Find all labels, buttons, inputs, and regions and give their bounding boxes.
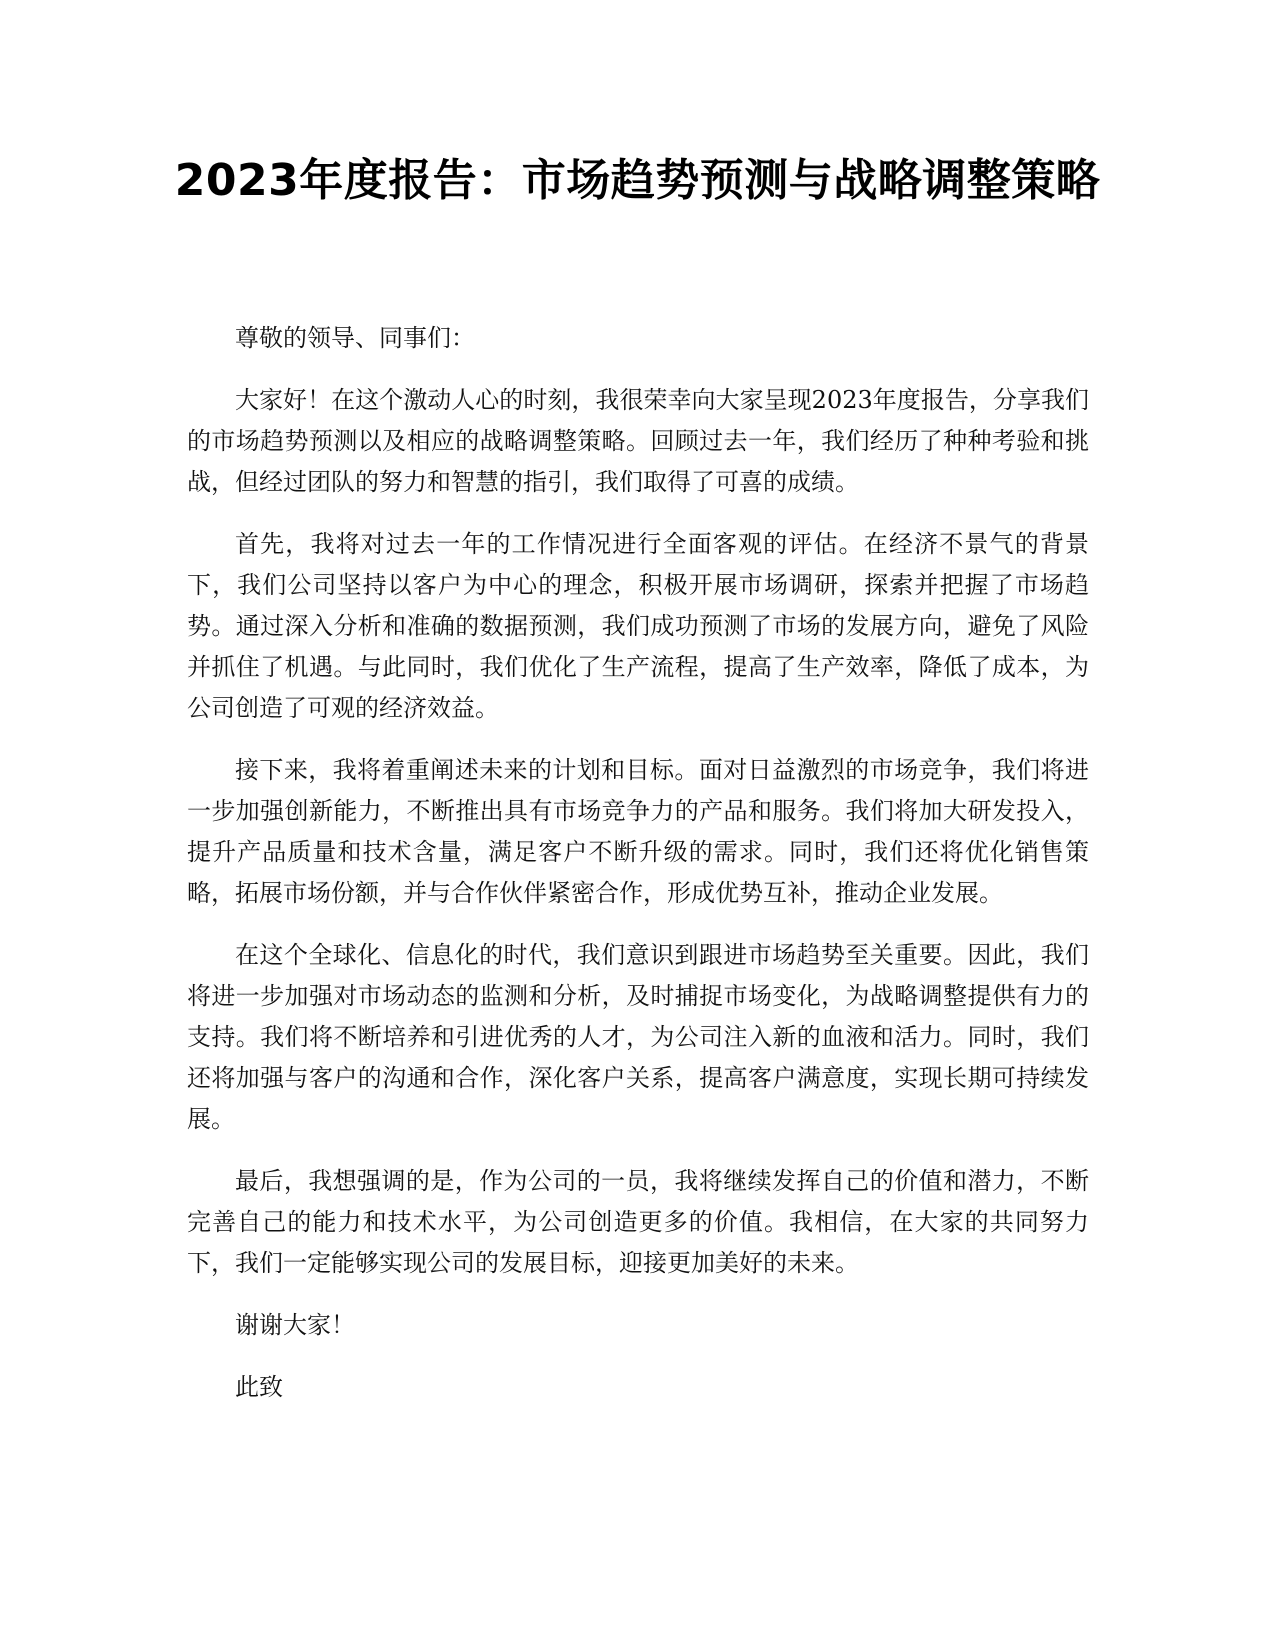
thanks-line: 谢谢大家！	[235, 1311, 355, 1339]
paragraph-plans: 接下来，我将着重阐述未来的计划和目标。面对日益激烈的市场竞争，我们将进一步加强创新能力，不断推出具有市场竞争力的产品和服务。我们将加大研发投入，提升产品质量和技术含量，满足客户不断升级的需求。同时，我们还将优化销售策略，拓展市场份额，并与合作伙伴紧密合作，形成优势互补，推动企业发展。	[187, 756, 1089, 907]
salutation: 尊敬的领导、同事们：	[235, 324, 475, 352]
paragraph-review: 首先，我将对过去一年的工作情况进行全面客观的评估。在经济不景气的背景下，我们公司坚持以客户为中心的理念，积极开展市场调研，探索并把握了市场趋势。通过深入分析和准确的数据预测，我们成功预测了市场的发展方向，避免了风险并抓住了机遇。与此同时，我们优化了生产流程，提高了生产效率，降低了成本，为公司创造了可观的经济效益。	[187, 530, 1089, 722]
document-title: 2023年度报告：市场趋势预测与战略调整策略	[174, 155, 1101, 206]
paragraph-conclusion: 最后，我想强调的是，作为公司的一员，我将继续发挥自己的价值和潜力，不断完善自己的能力和技术水平，为公司创造更多的价值。我相信，在大家的共同努力下，我们一定能够实现公司的发展目标，迎接更加美好的未来。	[187, 1167, 1089, 1277]
closing-line: 此致	[235, 1373, 283, 1401]
paragraph-intro: 大家好！在这个激动人心的时刻，我很荣幸向大家呈现2023年度报告，分享我们的市场趋势预测以及相应的战略调整策略。回顾过去一年，我们经历了种种考验和挑战，但经过团队的努力和智慧的指引，我们取得了可喜的成绩。	[187, 386, 1089, 496]
paragraph-trends: 在这个全球化、信息化的时代，我们意识到跟进市场趋势至关重要。因此，我们将进一步加强对市场动态的监测和分析，及时捕捉市场变化，为战略调整提供有力的支持。我们将不断培养和引进优秀的人才，为公司注入新的血液和活力。同时，我们还将加强与客户的沟通和合作，深化客户关系，提高客户满意度，实现长期可持续发展。	[187, 941, 1089, 1133]
document-body	[187, 318, 1089, 1429]
